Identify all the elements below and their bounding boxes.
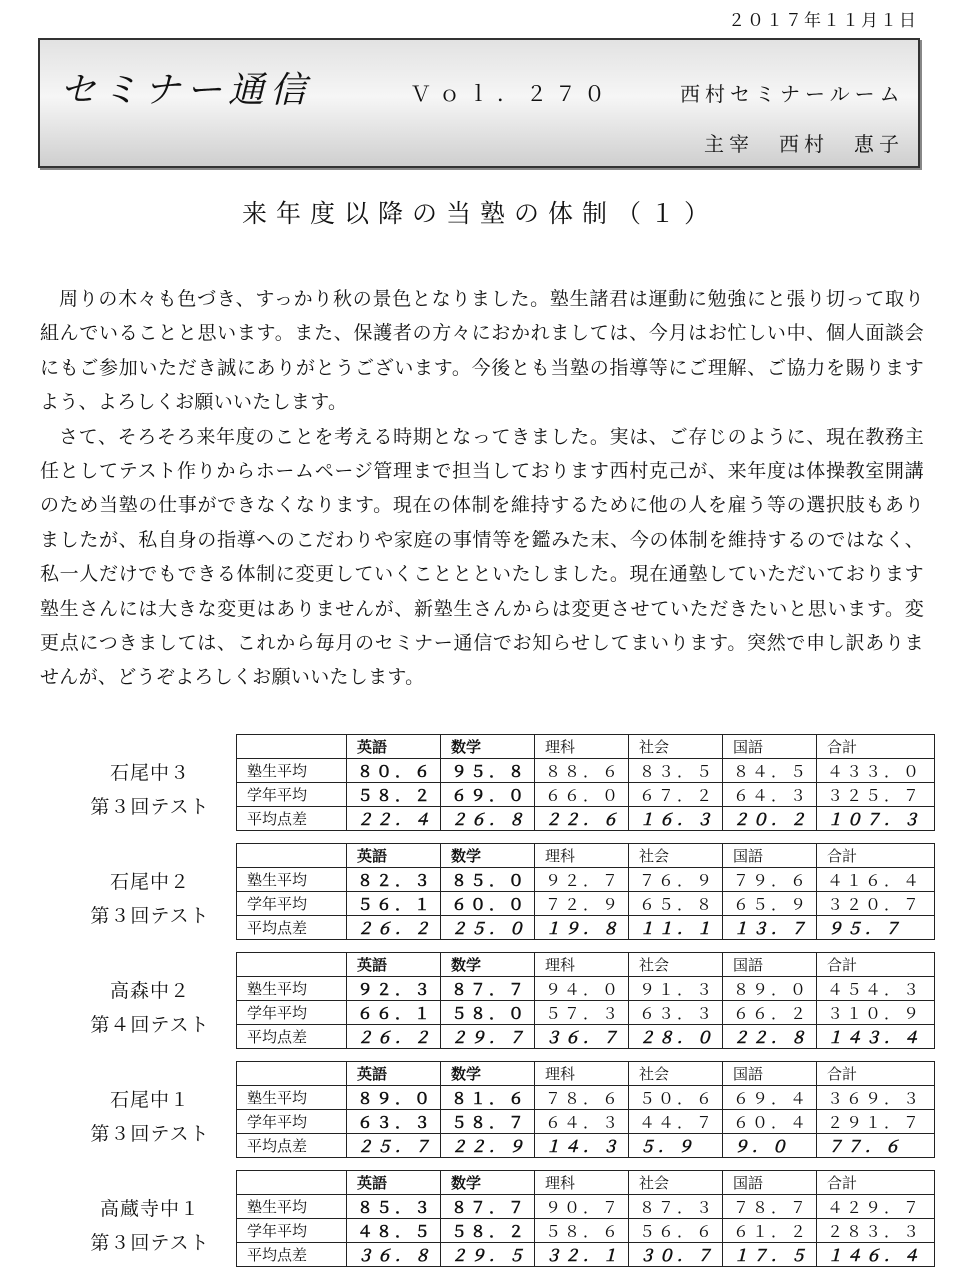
- score-cell: １７．５: [723, 1243, 817, 1267]
- score-cell: ２８３．３: [817, 1219, 935, 1243]
- subject-header: 合計: [817, 1171, 935, 1195]
- table-row: [237, 1025, 935, 1049]
- score-cell: ７９．６: [723, 868, 817, 892]
- subject-header: 合計: [817, 953, 935, 977]
- score-cell: ８９．０: [347, 1086, 441, 1110]
- score-cell: ５７．３: [535, 1001, 629, 1025]
- table-row: [237, 977, 935, 1001]
- score-cell: ６３．３: [347, 1110, 441, 1134]
- score-cell: ２６．２: [347, 1025, 441, 1049]
- corner-cell: [237, 953, 347, 977]
- school-name: 高蔵寺中１: [99, 1198, 200, 1220]
- score-cell: ５６．６: [629, 1219, 723, 1243]
- score-cell: ８０．６: [347, 759, 441, 783]
- subject-header: 数学: [441, 844, 535, 868]
- test-name: 第３回テスト: [90, 905, 210, 927]
- score-cell: ７２．９: [535, 892, 629, 916]
- corner-cell: [237, 735, 347, 759]
- table-row: [237, 807, 935, 831]
- subject-header: 理科: [535, 735, 629, 759]
- subject-header: 社会: [629, 1171, 723, 1195]
- paragraph: 周りの木々も色づき、すっかり秋の景色となりました。塾生諸君は運動に勉強にと張り切って取り組んでいることと思います。また、保護者の方々におかれましては、今月はお忙しい中、個人面談会にもご参加いただき誠にありがとうございます。今後とも当塾の指導等にご理解、ご協力を賜りますよう、よろしくお願いいたします。: [40, 288, 924, 414]
- score-block: [0, 1061, 960, 1159]
- subject-header: 数学: [441, 735, 535, 759]
- subject-header: 社会: [629, 735, 723, 759]
- subject-header: 社会: [629, 953, 723, 977]
- score-cell: １１．１: [629, 916, 723, 940]
- score-cell: ６４．３: [535, 1110, 629, 1134]
- corner-cell: [237, 1062, 347, 1086]
- score-cell: ８７．７: [441, 1195, 535, 1219]
- score-cell: ８１．６: [441, 1086, 535, 1110]
- score-cell: ５８．０: [441, 1001, 535, 1025]
- table-header-row: [237, 844, 935, 868]
- host-name: 主宰 西村 恵子: [704, 132, 904, 156]
- test-name: 第３回テスト: [90, 796, 210, 818]
- score-cell: ３６．８: [347, 1243, 441, 1267]
- newsletter-title: セミナー通信: [60, 70, 313, 111]
- table-row: [237, 1134, 935, 1158]
- score-cell: ６９．０: [441, 783, 535, 807]
- score-cell: ３２５．７: [817, 783, 935, 807]
- table-row: [237, 783, 935, 807]
- subject-header: 英語: [347, 1171, 441, 1195]
- score-cell: ８２．３: [347, 868, 441, 892]
- score-cell: ５６．１: [347, 892, 441, 916]
- score-cell: ５８．２: [347, 783, 441, 807]
- score-cell: ６５．８: [629, 892, 723, 916]
- score-cell: ２２．９: [441, 1134, 535, 1158]
- score-cell: ６７．２: [629, 783, 723, 807]
- row-label: 平均点差: [237, 807, 347, 831]
- score-cell: ６４．３: [723, 783, 817, 807]
- corner-cell: [237, 844, 347, 868]
- organization-name: 西村セミナールーム: [680, 82, 905, 106]
- score-cell: ６５．９: [723, 892, 817, 916]
- subject-header: 社会: [629, 1062, 723, 1086]
- score-block: [0, 843, 960, 941]
- subject-header: 理科: [535, 1062, 629, 1086]
- score-cell: ９．０: [723, 1134, 817, 1158]
- score-cell: １０７．３: [817, 807, 935, 831]
- score-cell: ５８．７: [441, 1110, 535, 1134]
- row-label: 学年平均: [237, 1219, 347, 1243]
- table-row: [237, 1219, 935, 1243]
- subject-header: 合計: [817, 1062, 935, 1086]
- score-cell: ２９．７: [441, 1025, 535, 1049]
- score-cell: ６３．３: [629, 1001, 723, 1025]
- table-row: [237, 1110, 935, 1134]
- score-cell: ２８．０: [629, 1025, 723, 1049]
- score-cell: ８９．０: [723, 977, 817, 1001]
- score-cell: ８５．０: [441, 868, 535, 892]
- table-row: [237, 868, 935, 892]
- score-cell: ５．９: [629, 1134, 723, 1158]
- score-cell: ２５．７: [347, 1134, 441, 1158]
- volume-number: Ｖｏｌ．２７０: [410, 82, 613, 106]
- score-cell: ６６．０: [535, 783, 629, 807]
- article-body: [40, 282, 924, 695]
- score-cell: ６６．１: [347, 1001, 441, 1025]
- table-header-row: [237, 1171, 935, 1195]
- score-cell: ９５．７: [817, 916, 935, 940]
- row-label: 学年平均: [237, 783, 347, 807]
- score-cell: ３６．７: [535, 1025, 629, 1049]
- score-cell: １９．８: [535, 916, 629, 940]
- score-cell: ８８．６: [535, 759, 629, 783]
- test-name: 第３回テスト: [90, 1123, 210, 1145]
- subject-header: 国語: [723, 1062, 817, 1086]
- table-row: [237, 1001, 935, 1025]
- score-cell: ２６．２: [347, 916, 441, 940]
- score-cell: ２０．２: [723, 807, 817, 831]
- subject-header: 国語: [723, 735, 817, 759]
- table-header-row: [237, 735, 935, 759]
- score-cell: ４８．５: [347, 1219, 441, 1243]
- article-heading: 来年度以降の当塾の体制（１）: [241, 199, 718, 228]
- score-cell: ３０．７: [629, 1243, 723, 1267]
- score-cell: ９２．７: [535, 868, 629, 892]
- subject-header: 英語: [347, 953, 441, 977]
- paragraph: さて、そろそろ来年度のことを考える時期となってきました。実は、ご存じのように、現在教務主任としてテスト作りからホームページ管理まで担当しております西村克己が、来年度は体操教室開講のため当塾の仕事ができなくなります。現在の体制を維持するために他の人を雇う等の選択肢もありましたが、私自身の指導へのこだわりや家庭の事情等を鑑みた末、今の体制を維持するのではなく、私一人だけでもできる体制に変更していくこととといたしました。現在通塾していただいております塾生さんには大きな変更はありませんが、新塾生さんからは変更させていただきたいと思います。変更点につきましては、これから毎月のセミナー通信でお知らせしてまいります。突然で申し訳ありませんが、どうぞよろしくお願いいたします。: [40, 425, 924, 689]
- score-cell: ７８．６: [535, 1086, 629, 1110]
- score-cell: ９５．８: [441, 759, 535, 783]
- score-cell: ７６．９: [629, 868, 723, 892]
- table-row: [237, 1243, 935, 1267]
- score-block: [0, 734, 960, 832]
- corner-cell: [237, 1171, 347, 1195]
- score-block: [0, 1170, 960, 1268]
- score-cell: ８５．３: [347, 1195, 441, 1219]
- subject-header: 合計: [817, 735, 935, 759]
- score-cell: ２６．８: [441, 807, 535, 831]
- score-cell: ５０．６: [629, 1086, 723, 1110]
- score-table: [236, 734, 935, 831]
- score-cell: １４６．４: [817, 1243, 935, 1267]
- school-name: 石尾中１: [109, 1089, 190, 1111]
- score-cell: ４４．７: [629, 1110, 723, 1134]
- score-block: [0, 952, 960, 1050]
- score-cell: ４２９．７: [817, 1195, 935, 1219]
- score-cell: １４３．４: [817, 1025, 935, 1049]
- score-cell: ２５．０: [441, 916, 535, 940]
- table-row: [237, 916, 935, 940]
- score-cell: ６０．０: [441, 892, 535, 916]
- school-name: 高森中２: [109, 980, 190, 1002]
- score-cell: ８３．５: [629, 759, 723, 783]
- test-name: 第３回テスト: [90, 1232, 210, 1254]
- score-cell: １３．７: [723, 916, 817, 940]
- row-label: 平均点差: [237, 1134, 347, 1158]
- score-cell: ７７．６: [817, 1134, 935, 1158]
- score-cell: ９０．７: [535, 1195, 629, 1219]
- score-table: [236, 843, 935, 940]
- score-table: [236, 1170, 935, 1267]
- row-label: 塾生平均: [237, 868, 347, 892]
- table-header-row: [237, 953, 935, 977]
- row-label: 塾生平均: [237, 759, 347, 783]
- test-name: 第４回テスト: [90, 1014, 210, 1036]
- score-cell: ４１６．４: [817, 868, 935, 892]
- subject-header: 数学: [441, 1062, 535, 1086]
- score-cell: ５８．２: [441, 1219, 535, 1243]
- row-label: 学年平均: [237, 1001, 347, 1025]
- subject-header: 理科: [535, 844, 629, 868]
- score-cell: ２９１．７: [817, 1110, 935, 1134]
- score-cell: ８７．３: [629, 1195, 723, 1219]
- subject-header: 英語: [347, 1062, 441, 1086]
- score-cell: １４．３: [535, 1134, 629, 1158]
- subject-header: 理科: [535, 1171, 629, 1195]
- subject-header: 国語: [723, 953, 817, 977]
- score-cell: ９２．３: [347, 977, 441, 1001]
- row-label: 平均点差: [237, 1025, 347, 1049]
- score-cell: ３１０．９: [817, 1001, 935, 1025]
- score-cell: ２２．４: [347, 807, 441, 831]
- score-cell: １６．３: [629, 807, 723, 831]
- subject-header: 社会: [629, 844, 723, 868]
- row-label: 塾生平均: [237, 1195, 347, 1219]
- score-table: [236, 1061, 935, 1158]
- score-cell: ６１．２: [723, 1219, 817, 1243]
- newsletter-header: [38, 38, 920, 168]
- score-cell: ４３３．０: [817, 759, 935, 783]
- subject-header: 数学: [441, 1171, 535, 1195]
- row-label: 平均点差: [237, 1243, 347, 1267]
- score-cell: ３６９．３: [817, 1086, 935, 1110]
- subject-header: 合計: [817, 844, 935, 868]
- score-cell: ３２０．７: [817, 892, 935, 916]
- score-cell: ２２．６: [535, 807, 629, 831]
- score-cell: ６０．４: [723, 1110, 817, 1134]
- score-table: [236, 952, 935, 1049]
- score-cell: ４５４．３: [817, 977, 935, 1001]
- school-name: 石尾中２: [109, 871, 190, 893]
- score-cell: ９４．０: [535, 977, 629, 1001]
- table-row: [237, 1086, 935, 1110]
- score-cell: ９１．３: [629, 977, 723, 1001]
- table-row: [237, 1195, 935, 1219]
- subject-header: 国語: [723, 1171, 817, 1195]
- score-cell: ６９．４: [723, 1086, 817, 1110]
- row-label: 平均点差: [237, 916, 347, 940]
- score-cell: ２９．５: [441, 1243, 535, 1267]
- score-cell: ２２．８: [723, 1025, 817, 1049]
- subject-header: 英語: [347, 735, 441, 759]
- subject-header: 国語: [723, 844, 817, 868]
- score-cell: ６６．２: [723, 1001, 817, 1025]
- school-name: 石尾中３: [109, 762, 190, 784]
- score-cell: ３２．１: [535, 1243, 629, 1267]
- table-header-row: [237, 1062, 935, 1086]
- score-cell: ５８．６: [535, 1219, 629, 1243]
- subject-header: 理科: [535, 953, 629, 977]
- score-cell: ７８．７: [723, 1195, 817, 1219]
- subject-header: 数学: [441, 953, 535, 977]
- score-cell: ８７．７: [441, 977, 535, 1001]
- row-label: 学年平均: [237, 1110, 347, 1134]
- table-row: [237, 759, 935, 783]
- row-label: 塾生平均: [237, 1086, 347, 1110]
- row-label: 学年平均: [237, 892, 347, 916]
- subject-header: 英語: [347, 844, 441, 868]
- table-row: [237, 892, 935, 916]
- score-cell: ８４．５: [723, 759, 817, 783]
- row-label: 塾生平均: [237, 977, 347, 1001]
- issue-date: ２０１７年１１月１日: [728, 11, 918, 31]
